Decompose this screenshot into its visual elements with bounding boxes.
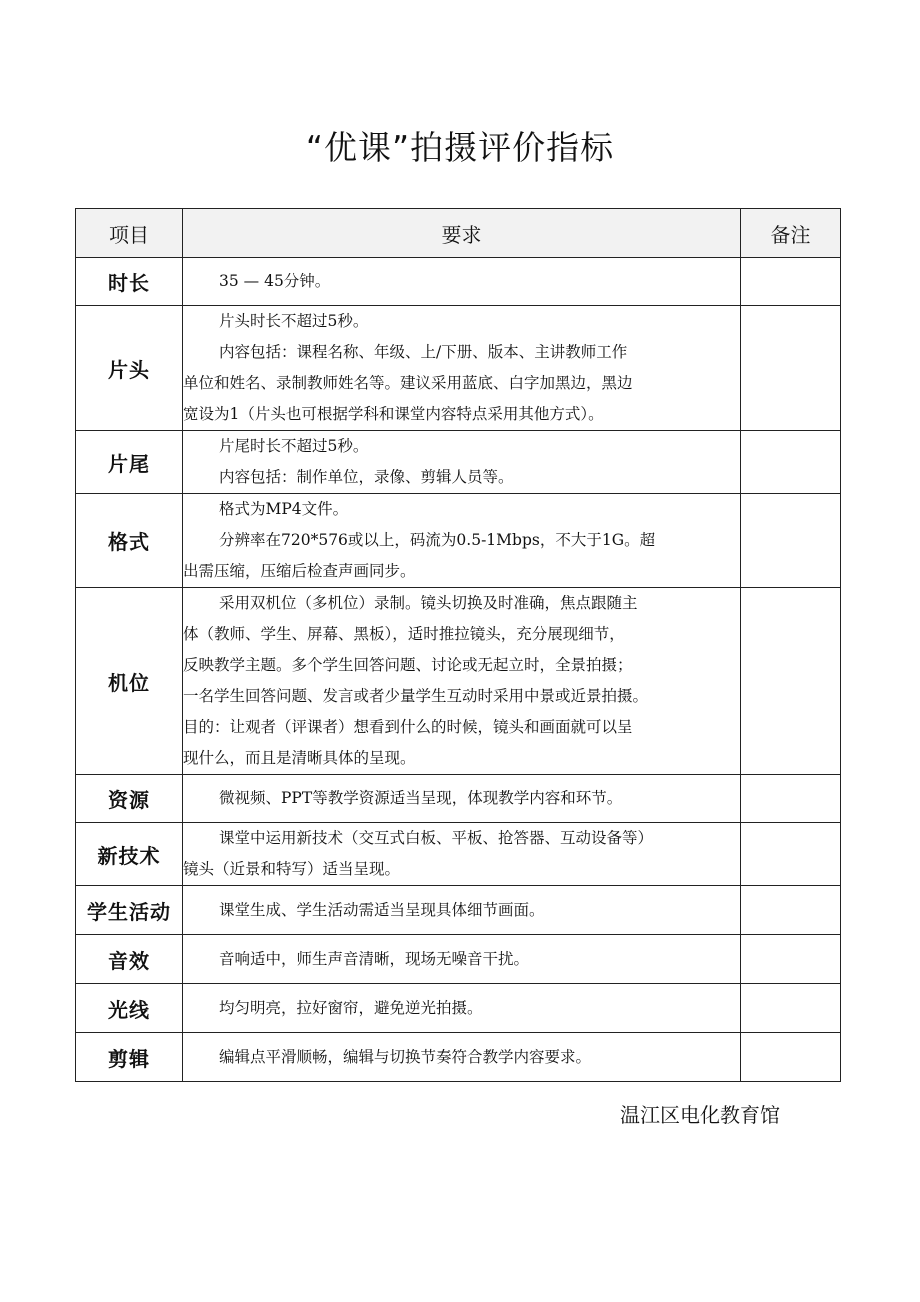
row-item-label: 学生活动: [76, 886, 183, 935]
row-item-label: 时长: [76, 258, 183, 306]
row-note: [741, 984, 841, 1033]
requirement-line: 单位和姓名、录制教师姓名等。建议采用蓝底、白字加黑边，黑边: [183, 374, 633, 392]
criteria-table: [75, 208, 841, 1082]
requirement-line: 35 — 45分钟。: [219, 272, 331, 290]
requirement-line: 目的：让观者（评课者）想看到什么的时候，镜头和画面就可以呈: [183, 718, 633, 736]
requirement-line: 内容包括：课程名称、年级、上/下册、版本、主讲教师工作: [219, 343, 628, 361]
row-requirement: [183, 494, 741, 588]
row-note: [741, 823, 841, 886]
row-requirement: [183, 935, 741, 984]
requirement-line: 宽设为1（片头也可根据学科和课堂内容特点采用其他方式）。: [183, 405, 604, 423]
row-requirement: [183, 431, 741, 494]
row-requirement: [183, 1033, 741, 1082]
row-item-label: 资源: [76, 775, 183, 823]
row-item-label: 片头: [76, 306, 183, 431]
table-row: [76, 935, 841, 984]
requirement-line: 片尾时长不超过5秒。: [219, 437, 369, 455]
row-note: [741, 588, 841, 775]
row-note: [741, 886, 841, 935]
row-note: [741, 306, 841, 431]
requirement-line: 体（教师、学生、屏幕、黑板），适时推拉镜头，充分展现细节，: [183, 625, 625, 643]
row-item-label: 片尾: [76, 431, 183, 494]
requirement-line: 均匀明亮，拉好窗帘，避免逆光拍摄。: [219, 998, 483, 1017]
row-requirement: [183, 823, 741, 886]
row-note: [741, 431, 841, 494]
row-note: [741, 935, 841, 984]
row-note: [741, 1033, 841, 1082]
footer-org: 温江区电化教育馆: [620, 1103, 780, 1127]
row-note: [741, 494, 841, 588]
table-row: [76, 258, 841, 306]
table-row: [76, 494, 841, 588]
requirement-line: 分辨率在720*576或以上，码流为0.5-1Mbps，不大于1G。超: [219, 531, 656, 549]
header-note: 备注: [741, 209, 841, 258]
table-header-row: [76, 209, 841, 258]
row-requirement: [183, 984, 741, 1033]
row-item-label: 机位: [76, 588, 183, 775]
row-requirement: [183, 306, 741, 431]
table-row: [76, 775, 841, 823]
table-row: [76, 588, 841, 775]
requirement-line: 现什么，而且是清晰具体的呈现。: [183, 749, 416, 767]
page-title: “优课”拍摄评价指标: [305, 128, 615, 167]
requirement-line: 内容包括：制作单位，录像、剪辑人员等。: [219, 468, 514, 486]
requirement-line: 课堂中运用新技术（交互式白板、平板、抢答器、互动设备等）: [219, 829, 654, 847]
requirement-line: 一名学生回答问题、发言或者少量学生互动时采用中景或近景拍摄。: [183, 687, 649, 705]
row-item-label: 剪辑: [76, 1033, 183, 1082]
requirement-line: 微视频、PPT等教学资源适当呈现，体现教学内容和环节。: [219, 789, 623, 807]
requirement-line: 课堂生成、学生活动需适当呈现具体细节画面。: [219, 900, 545, 919]
table-row: [76, 823, 841, 886]
table-row: [76, 984, 841, 1033]
header-item: 项目: [76, 209, 183, 258]
requirement-line: 反映教学主题。多个学生回答问题、讨论或无起立时，全景拍摄；: [183, 656, 633, 674]
row-note: [741, 775, 841, 823]
requirement-line: 编辑点平滑顺畅，编辑与切换节奏符合教学内容要求。: [219, 1047, 592, 1066]
row-item-label: 格式: [76, 494, 183, 588]
row-item-label: 光线: [76, 984, 183, 1033]
requirement-line: 出需压缩，压缩后检查声画同步。: [183, 562, 416, 580]
table-row: [76, 886, 841, 935]
table-row: [76, 306, 841, 431]
row-requirement: [183, 588, 741, 775]
requirement-line: 采用双机位（多机位）录制。镜头切换及时准确，焦点跟随主: [219, 594, 638, 612]
row-item-label: 音效: [76, 935, 183, 984]
row-requirement: [183, 258, 741, 306]
requirement-line: 片头时长不超过5秒。: [219, 312, 369, 330]
requirement-line: 镜头（近景和特写）适当呈现。: [183, 860, 401, 878]
header-requirement: 要求: [183, 209, 741, 258]
row-requirement: [183, 775, 741, 823]
table-row: [76, 431, 841, 494]
table-row: [76, 1033, 841, 1082]
row-requirement: [183, 886, 741, 935]
row-note: [741, 258, 841, 306]
requirement-line: 音响适中，师生声音清晰，现场无噪音干扰。: [219, 949, 530, 968]
row-item-label: 新技术: [76, 823, 183, 886]
requirement-line: 格式为MP4文件。: [219, 500, 349, 518]
